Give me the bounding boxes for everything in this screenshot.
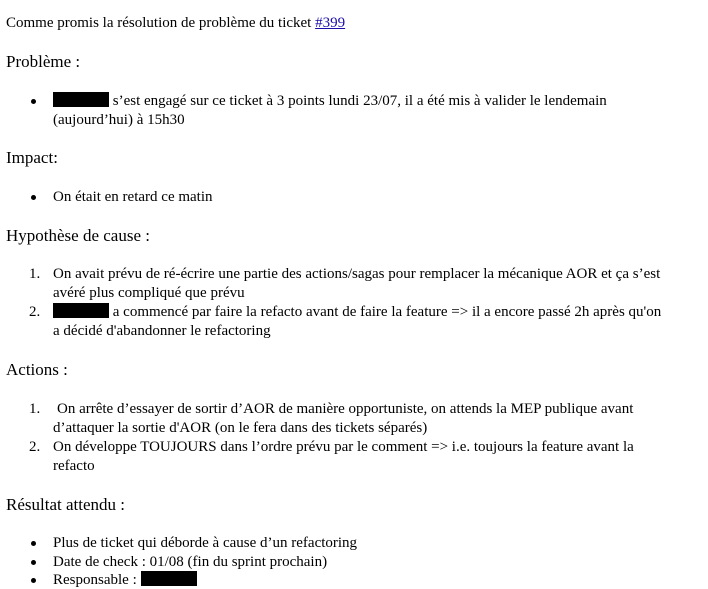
list-number: 1. xyxy=(29,266,41,282)
actions-item-1-line1: On arrête d’essayer de sortir d’AOR de manière opportuniste, on attends la MEP publique avant xyxy=(57,401,634,417)
probleme-item-line1: s’est engagé sur ce ticket à 3 points lundi 23/07, il a été mis à valider le lendemain xyxy=(53,92,607,110)
redacted-name xyxy=(141,571,197,586)
heading-impact: Impact: xyxy=(6,148,58,167)
list-number: 2. xyxy=(29,439,41,455)
resultat-item: Plus de ticket qui déborde à cause d’un refactoring xyxy=(53,535,358,551)
actions-item-2-line1: On développe TOUJOURS dans l’ordre prévu par le comment => i.e. toujours la feature avant la xyxy=(53,439,634,455)
bullet-icon xyxy=(31,195,36,200)
hypothese-item-1-line2: avéré plus compliqué que prévu xyxy=(53,285,245,301)
heading-probleme: Problème : xyxy=(6,52,81,71)
impact-item: On était en retard ce matin xyxy=(53,189,213,205)
resultat-item-responsable: Responsable : xyxy=(53,571,197,589)
actions-item-2-line2: refacto xyxy=(53,458,95,474)
list-number: 2. xyxy=(29,304,41,320)
hypothese-item-2-line2: a décidé d'abandonner le refactoring xyxy=(53,323,271,339)
hypothese-item-1-line1: On avait prévu de ré-écrire une partie des actions/sagas pour remplacer la mécanique AOR et ça s’est xyxy=(53,266,661,282)
bullet-icon xyxy=(31,541,36,546)
ticket-link[interactable]: #399 xyxy=(315,15,346,31)
intro-text: Comme promis la résolution de problème du ticket xyxy=(6,15,316,31)
list-number: 1. xyxy=(29,401,41,417)
probleme-item-line2: (aujourd’hui) à 15h30 xyxy=(53,112,185,128)
actions-item-1-line2: d’attaquer la sortie d'AOR (on le fera dans des tickets séparés) xyxy=(53,420,428,436)
redacted-name xyxy=(53,303,109,318)
bullet-icon xyxy=(31,99,36,104)
bullet-icon xyxy=(31,578,36,583)
intro-line xyxy=(6,14,345,32)
heading-resultat: Résultat attendu : xyxy=(6,495,125,514)
heading-hypothese: Hypothèse de cause : xyxy=(6,226,150,245)
resultat-item: Date de check : 01/08 (fin du sprint prochain) xyxy=(53,554,328,570)
heading-actions: Actions : xyxy=(6,360,68,379)
redacted-name xyxy=(53,92,109,107)
bullet-icon xyxy=(31,560,36,565)
hypothese-item-2-line1: a commencé par faire la refacto avant de faire la feature => il a encore passé 2h après qu'on xyxy=(53,303,661,321)
